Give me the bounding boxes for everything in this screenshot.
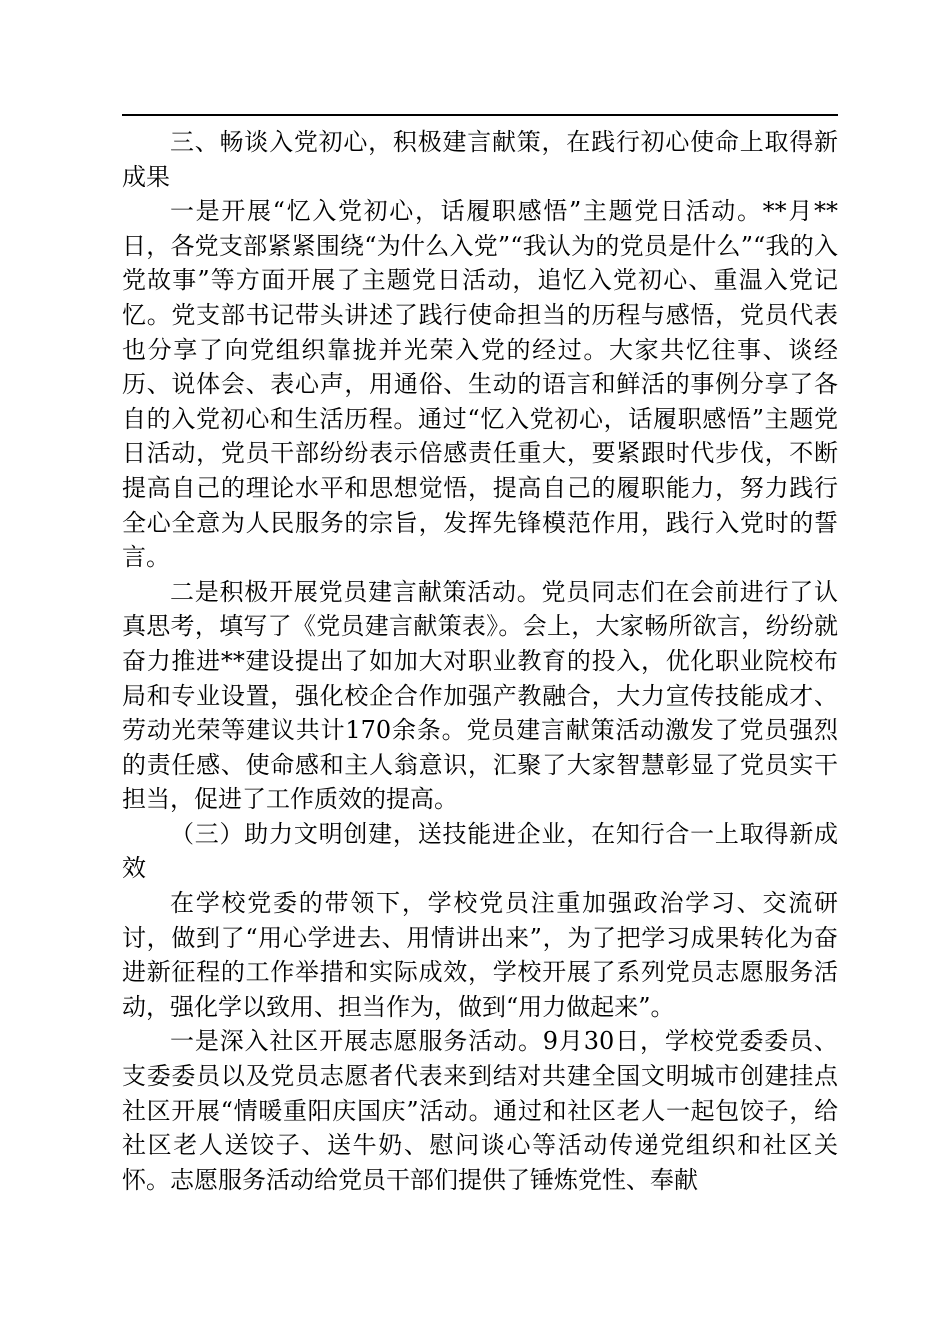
document-body: [122, 125, 838, 1197]
header-rule: [122, 114, 838, 116]
paragraph-study: 在学校党委的带领下，学校党员注重加强政治学习、交流研讨，做到了“用心学进去、用情讲出来”，为了把学习成果转化为奋进新征程的工作举措和实际成效，学校开展了系列党员志愿服务活动，强化学以致用、担当作为，做到“用力做起来”。: [122, 889, 838, 1021]
section-heading-3: 三、畅谈入党初心，积极建言献策，在践行初心使命上取得新成果: [122, 128, 838, 191]
paragraph-suggestions: 二是积极开展党员建言献策活动。党员同志们在会前进行了认真思考，填写了《党员建言献策表》。会上，大家畅所欲言，纷纷就奋力推进**建设提出了如加大对职业教育的投入，优化职业院校布局和专业设置，强化校企合作加强产教融合，大力宣传技能成才、劳动光荣等建议共计170余条。党员建言献策活动激发了党员强烈的责任感、使命感和主人翁意识，汇聚了大家智慧彰显了党员实干担当，促进了工作质效的提高。: [122, 577, 838, 814]
paragraph-volunteer: 一是深入社区开展志愿服务活动。9月30日，学校党委委员、支委委员以及党员志愿者代表来到结对共建全国文明城市创建挂点社区开展“情暖重阳庆国庆”活动。通过和社区老人一起包饺子，给社区老人送饺子、送牛奶、慰问谈心等活动传递党组织和社区关怀。志愿服务活动给党员干部们提供了锤炼党性、奉献: [122, 1027, 838, 1194]
section-heading-civilization: （三）助力文明创建，送技能进企业，在知行合一上取得新成效: [122, 819, 838, 883]
paragraph-party-day: 一是开展“忆入党初心，话履职感悟”主题党日活动。**月**日，各党支部紧紧围绕“为什么入党”“我认为的党员是什么”“我的入党故事”等方面开展了主题党日活动，追忆入党初心、重温入党记忆。党支部书记带头讲述了践行使命担当的历程与感悟，党员代表也分享了向党组织靠拢并光荣入党的经过。大家共忆往事、谈经历、说体会、表心声，用通俗、生动的语言和鲜活的事例分享了各自的入党初心和生活历程。通过“忆入党初心，话履职感悟”主题党日活动，党员干部纷纷表示倍感责任重大，要紧跟时代步伐，不断提高自己的理论水平和思想觉悟，提高自己的履职能力，努力践行全心全意为人民服务的宗旨，发挥先锋模范作用，践行入党时的誓言。: [122, 197, 838, 572]
